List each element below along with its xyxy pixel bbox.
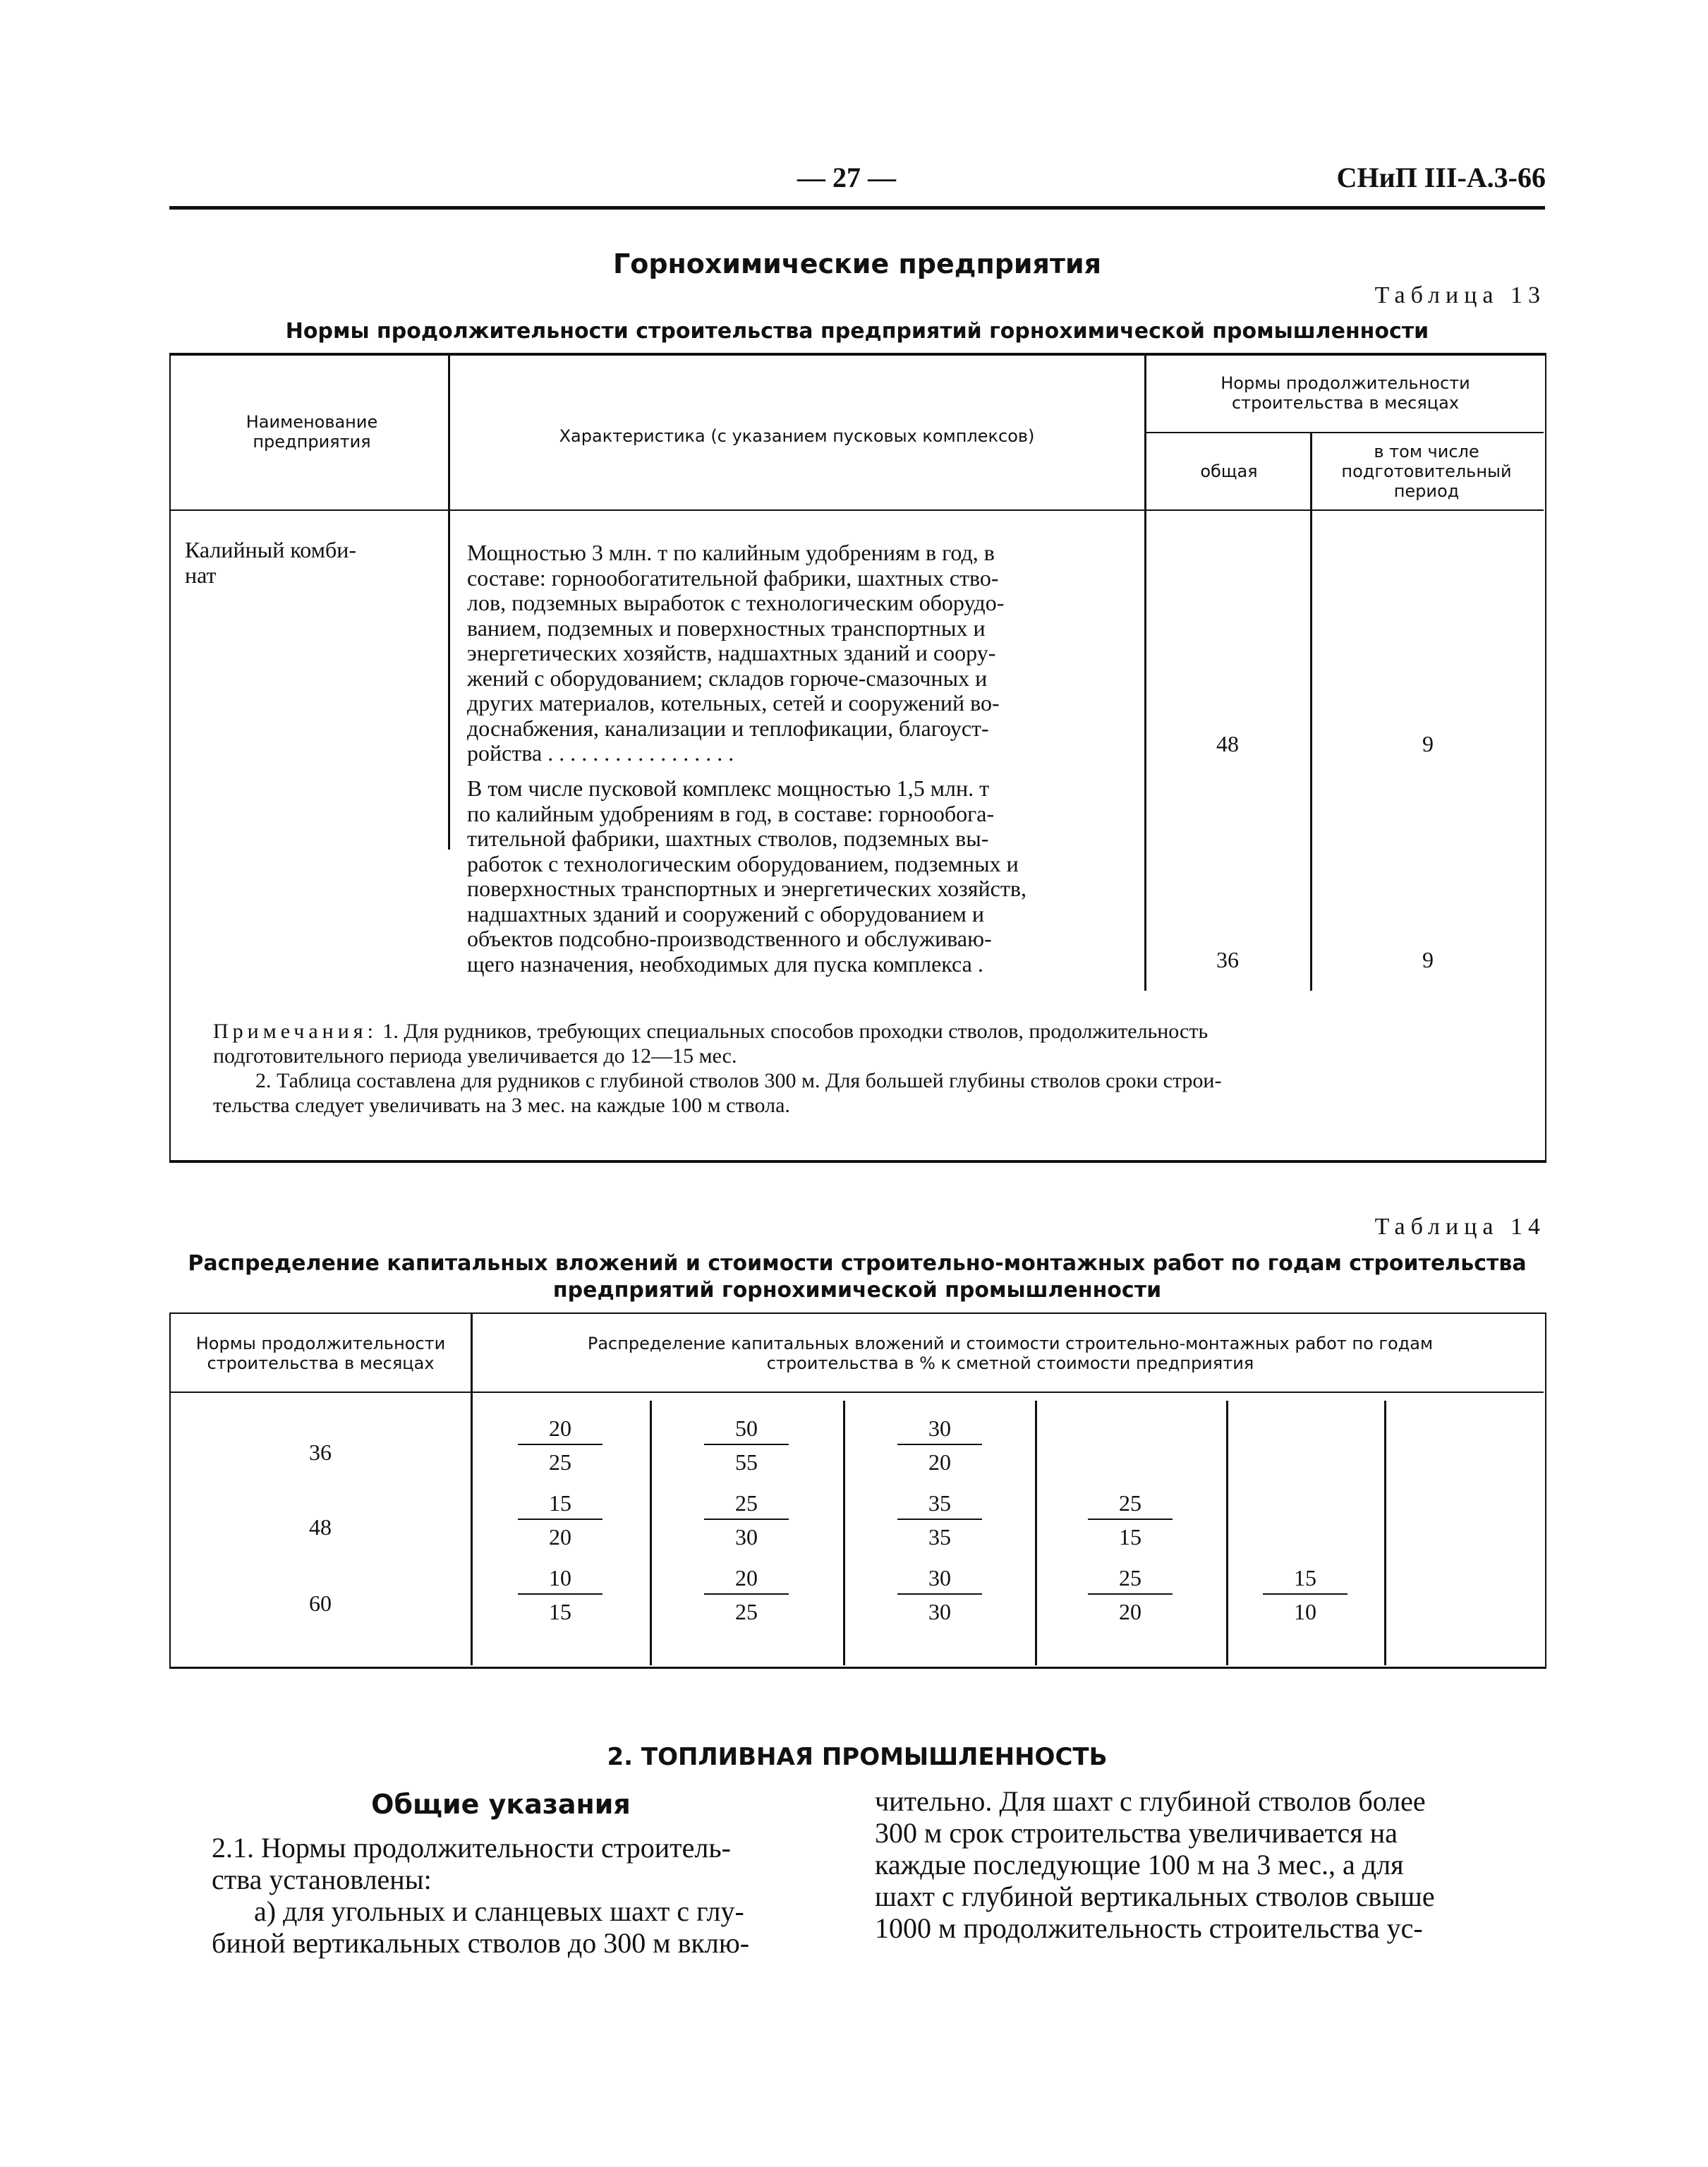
table13-header-rule — [171, 509, 1544, 511]
table13 — [169, 353, 1546, 1163]
row-name-line: Калийный комби- — [185, 537, 356, 562]
desc-line: составе: горнообогатительной фабрики, шахтных ство- — [467, 565, 999, 591]
text-line: каждые последующие 100 м на 3 мес., а для — [875, 1849, 1404, 1881]
desc-line: поверхностных транспортных и энергетических хозяйств, — [467, 876, 1026, 901]
text-line: биной вертикальных стволов до 300 м вклю- — [212, 1927, 750, 1959]
header-line: Распределение капитальных вложений и стоимости строительно-монтажных работ по годам — [587, 1334, 1434, 1353]
fraction-cell: $\frac{35}{35}$ — [897, 1487, 982, 1551]
desc-line: объектов подсобно-производственного и обслуживаю- — [467, 926, 992, 951]
table14-col-divider — [1226, 1401, 1228, 1665]
page-number: — 27 — — [797, 162, 896, 193]
text-line: шахт с глубиной вертикальных стволов свыше — [875, 1881, 1435, 1912]
fraction-cell: $\frac{30}{30}$ — [897, 1562, 982, 1626]
caption-line: Распределение капитальных вложений и стоимости строительно-монтажных работ по годам строительства — [188, 1251, 1527, 1276]
table13-col-divider — [1144, 356, 1146, 991]
text-line: ства установлены: — [212, 1864, 432, 1895]
text-line: 300 м срок строительства увеличивается на — [875, 1817, 1398, 1849]
document-code: СНиП III-А.3-66 — [1336, 162, 1546, 193]
desc-line: доснабжения, канализации и теплофикации, благоуст- — [467, 715, 989, 741]
fraction-cell: $\frac{10}{15}$ — [518, 1562, 602, 1626]
table13-caption: Нормы продолжительности строительства предприятий горнохимической промышленности — [285, 319, 1429, 344]
table14-col-divider — [1035, 1401, 1037, 1665]
desc-line: ройства . . . . . . . . . . . . . . . . . — [467, 740, 734, 766]
right-column-text — [875, 1785, 1545, 1944]
table14-header-distribution — [481, 1334, 1539, 1373]
table13-number: Таблица 13 — [1374, 282, 1546, 308]
fraction-cell: $\frac{25}{15}$ — [1088, 1487, 1173, 1551]
section2-title: 2. ТОПЛИВНАЯ ПРОМЫШЛЕННОСТЬ — [607, 1743, 1108, 1771]
table14-col-divider — [1384, 1401, 1386, 1665]
table13-col-divider — [1310, 433, 1312, 991]
text-line: 2.1. Нормы продолжительности строитель- — [212, 1832, 731, 1864]
desc-line: надшахтных зданий и сооружений с оборудованием и — [467, 900, 984, 926]
fraction-cell: $\frac{25}{30}$ — [704, 1487, 789, 1551]
table13-header-prep: в том числе подготовительный период — [1341, 442, 1512, 501]
desc-line: по калийным удобрениям в год, в составе: горнообога- — [467, 800, 995, 826]
desc-line: щего назначения, необходимых для пуска комплекса . — [467, 950, 983, 977]
fraction-cell: $\frac{20}{25}$ — [518, 1413, 602, 1476]
general-heading: Общие указания — [371, 1789, 631, 1820]
text-line: чительно. Для шахт с глубиной стволов более — [875, 1785, 1426, 1817]
table13-description-startup — [467, 776, 1130, 977]
desc-line: жений с оборудованием; складов горюче-смазочных и — [467, 665, 988, 691]
table13-prep-startup: 9 — [1422, 947, 1434, 972]
table13-header-norms: Нормы продолжительности строительства в месяцах — [1221, 373, 1470, 413]
left-column-text — [212, 1832, 847, 1959]
notes-label: Примечания: — [213, 1020, 377, 1043]
fraction-cell: $\frac{15}{10}$ — [1263, 1562, 1347, 1626]
table13-col-divider — [448, 356, 450, 850]
table13-row-name — [185, 538, 439, 588]
table13-prep-main: 9 — [1422, 731, 1434, 756]
table13-header-total: общая — [1200, 461, 1258, 481]
desc-line: ванием, подземных и поверхностных транспортных и — [467, 615, 986, 641]
table14-number: Таблица 14 — [1374, 1214, 1546, 1240]
desc-line: работок с технологическим оборудованием, подземных и — [467, 850, 1019, 876]
table13-header-characteristic: Характеристика (с указанием пусковых комплексов) — [559, 426, 1035, 446]
desc-line: В том числе пусковой комплекс мощностью 1,5 млн. т — [467, 775, 990, 801]
fraction-cell: $\frac{15}{20}$ — [518, 1487, 602, 1551]
caption-line: предприятий горнохимической промышленности — [552, 1278, 1162, 1303]
header-line: строительства в % к сметной стоимости предприятия — [766, 1353, 1254, 1373]
header-rule — [169, 206, 1545, 210]
table13-total-main: 48 — [1216, 731, 1239, 756]
text-line: а) для угольных и сланцевых шахт с глу- — [254, 1895, 744, 1927]
table13-total-startup: 36 — [1216, 947, 1239, 972]
desc-line: лов, подземных выработок с технологическим оборудо- — [467, 590, 1005, 615]
row-name-line: нат — [185, 562, 217, 588]
desc-line: других материалов, котельных, сетей и сооружений во- — [467, 690, 1000, 716]
desc-line: энергетических хозяйств, надшахтных зданий и соору- — [467, 640, 996, 665]
note1: 1. Для рудников, требующих специальных способов проходки стволов, продолжительность — [382, 1020, 1209, 1043]
table14-col-divider — [843, 1401, 845, 1665]
table14 — [169, 1312, 1546, 1669]
table13-notes — [213, 1019, 1539, 1118]
fraction-cell: $\frac{20}{25}$ — [704, 1562, 789, 1626]
table13-header-name: Наименование предприятия — [246, 412, 378, 452]
text-line: 1000 м продолжительность строительства ус- — [875, 1912, 1423, 1944]
table14-header-rule — [171, 1392, 1544, 1393]
note2-continued: тельства следует увеличивать на 3 мес. на каждые 100 м ствола. — [213, 1094, 790, 1117]
table14-caption — [169, 1250, 1545, 1304]
fraction-cell: $\frac{25}{20}$ — [1088, 1562, 1173, 1626]
months-48: 48 — [309, 1514, 332, 1540]
note1-continued: подготовительного периода увеличивается до 12—15 мес. — [213, 1044, 737, 1068]
months-36: 36 — [309, 1439, 332, 1465]
section-heading: Горнохимические предприятия — [613, 248, 1101, 279]
table13-header-subrule — [1144, 432, 1544, 433]
table14-col-divider — [650, 1401, 652, 1665]
note2: 2. Таблица составлена для рудников с глубиной стволов 300 м. Для большей глубины стволов сроки строи- — [255, 1069, 1222, 1092]
desc-line: Мощностью 3 млн. т по калийным удобрениям в год, в — [467, 540, 995, 565]
table14-col-divider — [471, 1314, 473, 1665]
table13-description-main — [467, 541, 1130, 766]
fraction-cell: $\frac{30}{20}$ — [897, 1413, 982, 1476]
months-60: 60 — [309, 1590, 332, 1616]
fraction-cell: $\frac{50}{55}$ — [704, 1413, 789, 1476]
desc-line: тительной фабрики, шахтных стволов, подземных вы- — [467, 826, 989, 851]
table14-header-months: Нормы продолжительности строительства в месяцах — [195, 1334, 446, 1373]
